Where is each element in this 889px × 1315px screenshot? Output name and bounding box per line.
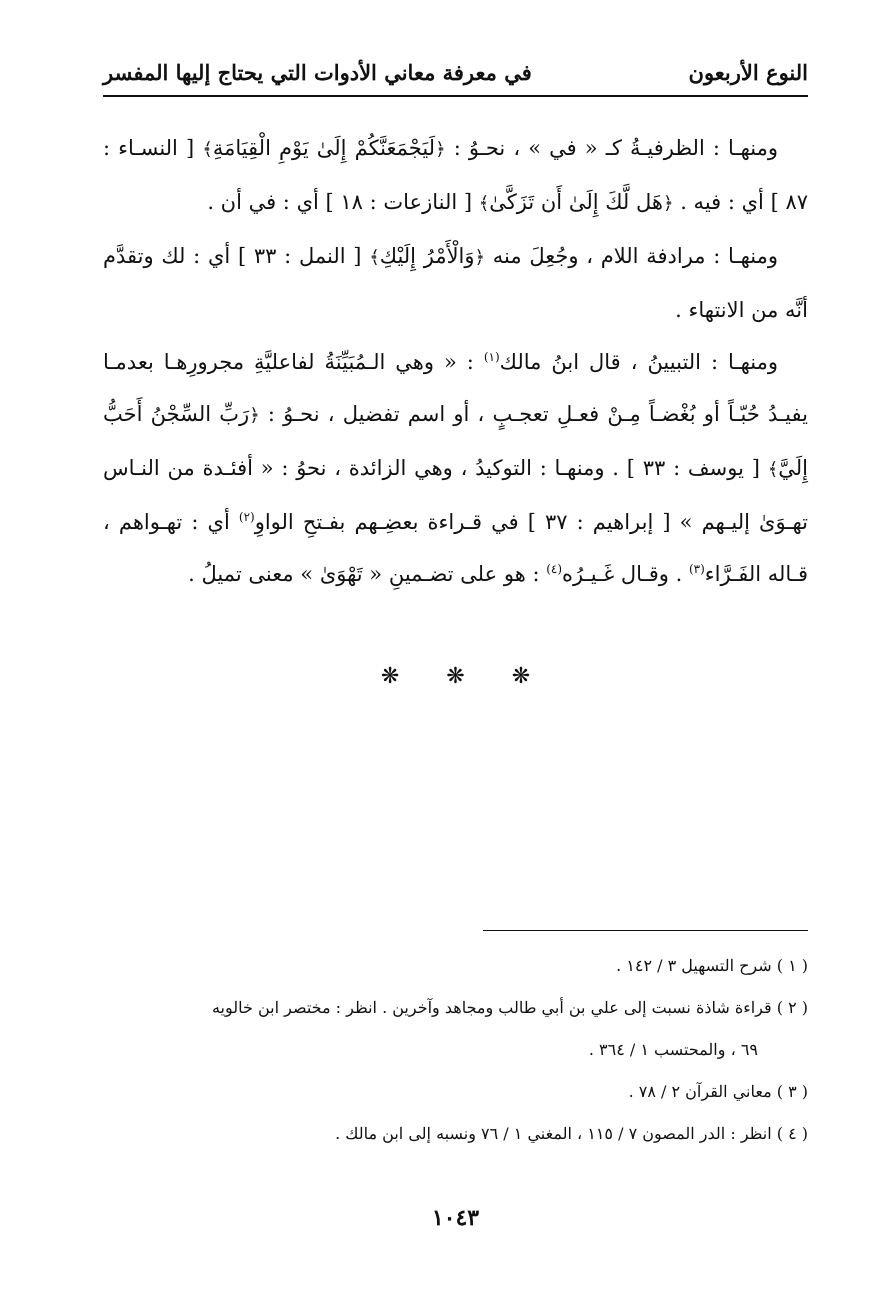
p1-text-1: ومنهـا : الظرفيـةُ كـ « في » ، نحـوُ : (445, 136, 778, 160)
running-header (103, 50, 808, 94)
quran-bracket-open: ﴿ (474, 247, 486, 268)
p3-text-3: [ يوسف : ٣٣ ] . ومنهـا : التوكيدُ ، وهي الزائدة ، نحوُ : « أفئـدة من النـاس تهـوَىٰ إليـهم » [ إبراهيم : ٣٧ ] في قـراءة بعضِـهم بفـتحِ الواوِ (103, 456, 809, 534)
quran-bracket-open: ﴿ (249, 405, 260, 426)
quran-bracket-close: ﴾ (478, 193, 490, 214)
footnote-2-continued: ٦٩ ، والمحتسب ١ / ٣٦٤ . (588, 1040, 758, 1059)
p3-text-5: . وقـال غَـيـرُه (562, 562, 689, 586)
quran-bracket-open: ﴿ (662, 193, 674, 214)
asterism-icon: ❋ (380, 664, 400, 689)
quran-verse-yusuf: رَبِّ السِّجْنُ أَحَبُّ إِلَيَّ (103, 402, 809, 480)
footnote-ref-1[interactable]: (١) (483, 350, 500, 364)
quran-bracket-close: ﴾ (202, 139, 213, 160)
quran-verse-nisa: لَيَجْمَعَنَّكُمْ إِلَىٰ يَوْمِ الْقِيَامَةِ (212, 136, 436, 160)
quran-verse-naziat: هَل لَّكَ إِلَىٰ أَن تَزَكَّىٰ (489, 190, 663, 214)
quran-bracket-close: ﴾ (767, 459, 779, 480)
quran-bracket-close: ﴾ (369, 247, 380, 268)
paragraph-adverbial (103, 122, 808, 230)
footnote-rule (483, 930, 808, 931)
page-number: ١٠٤٣ (431, 1205, 480, 1231)
p3-text-6: : هو على تضـمينِ « تَهْوَىٰ » معنى تميلُ . (188, 562, 547, 586)
asterism-icon: ❋ (511, 664, 531, 689)
footnote-3: ( ٣ ) معاني القرآن ٢ / ٧٨ . (628, 1082, 808, 1101)
p2-text-1: ومنهـا : مرادفة اللام ، وجُعِلَ منه (485, 244, 779, 268)
p3-text-1: ومنهـا : التبيينُ ، قال ابنُ مالك (499, 350, 778, 374)
header-rule (103, 95, 808, 97)
header-chapter: النوع الأربعون (688, 59, 808, 85)
footnote-ref-3[interactable]: (٣) (688, 562, 705, 576)
footnote-1: ( ١ ) شرح التسهيل ٣ / ١٤٢ . (616, 956, 808, 975)
p1-text-3: [ النازعات : ١٨ ] أي : في أن . (207, 190, 479, 214)
footnote-2: ( ٢ ) قراءة شاذة نسبت إلى علي بن أبي طالب ومجاهد وآخرين . انظر : مختصر ابن خالويه (211, 998, 808, 1017)
quran-bracket-open: ﴿ (435, 139, 446, 160)
paragraph-tabyin (103, 336, 808, 600)
header-topic: في معرفة معاني الأدوات التي يحتاج إليها المفسر (103, 59, 532, 85)
footnote-ref-4[interactable]: (٤) (546, 562, 563, 576)
paragraph-lam (103, 230, 808, 336)
p1-text-2: [ النسـاء : ٨٧ ] أي : فيه . (103, 136, 808, 214)
footnote-ref-2[interactable]: (٢) (238, 510, 255, 524)
quran-verse-naml: وَالْأَمْرُ إِلَيْكِ (379, 244, 475, 268)
p2-text-2: [ النمل : ٣٣ ] أي : لك وتقدَّم أنَّه من الانتهاء . (103, 244, 808, 322)
footnotes (103, 945, 808, 1155)
asterism-icon: ❋ (446, 664, 465, 689)
footnote-4: ( ٤ ) انظر : الدر المصون ٧ / ١١٥ ، المغني ١ / ٧٦ ونسبه إلى ابن مالك . (335, 1124, 808, 1143)
p3-text-2: : « وهي الـمُبَيِّنَةُ لفاعليَّةِ مجرورِهـا بعدمـا يفيـدُ حُبّـاً أو بُغْضـاً مِـنْ فعـلِ تعجـبٍ ، أو اسم تفضيل ، نحـوُ : (103, 350, 808, 426)
section-separator (103, 664, 808, 689)
p3-text-4: أي : تهـواهم ، قـاله الفَـرَّاء (103, 510, 808, 586)
main-text (103, 122, 808, 600)
